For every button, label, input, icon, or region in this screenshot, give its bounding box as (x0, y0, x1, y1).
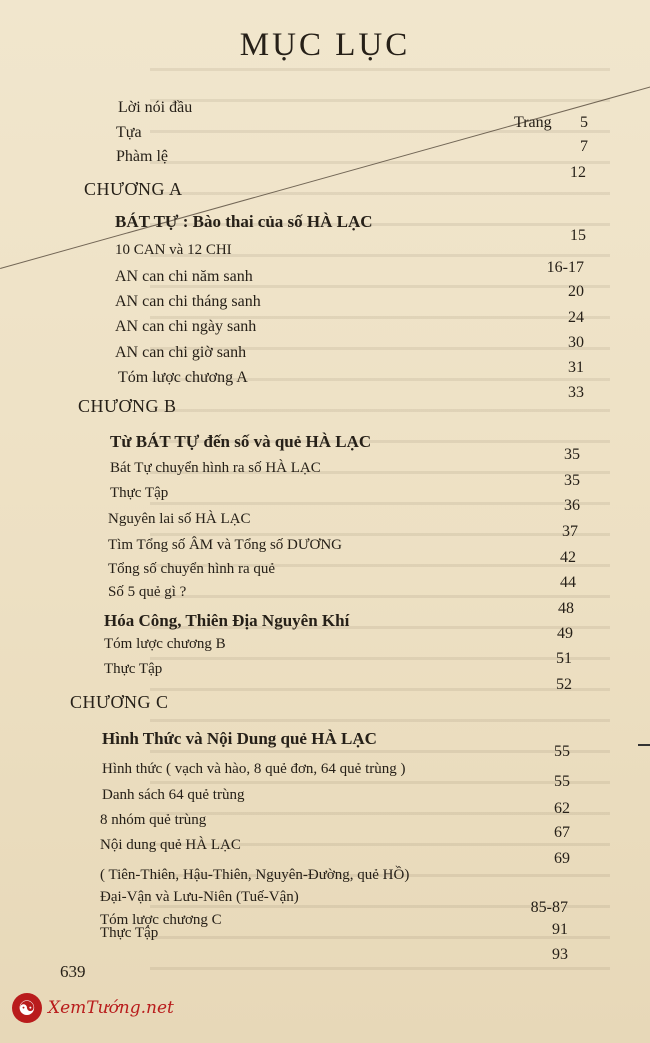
toc-page-number: 48 (558, 600, 574, 617)
chapter-heading: CHƯƠNG C (70, 692, 169, 712)
toc-page-number: 35 (564, 446, 580, 463)
toc-page-number: 55 (554, 743, 570, 760)
toc-page-number: 16-17 (546, 259, 584, 276)
toc-entry: Thực Tập (110, 485, 169, 501)
toc-entry: AN can chi giờ sanh (115, 344, 247, 361)
toc-entry: Nội dung quẻ HÀ LẠC (100, 837, 241, 853)
toc-entry: Thực Tập (104, 661, 163, 677)
watermark-text: XemTướng.net (48, 998, 174, 1018)
toc-entry: AN can chi tháng sanh (115, 293, 261, 310)
toc-section: Từ BÁT TỰ đến số và quẻ HÀ LẠC (110, 432, 372, 451)
toc-page-number: 55 (554, 773, 570, 790)
toc-entry: Tựa (116, 124, 142, 141)
toc-entry: ( Tiên-Thiên, Hậu-Thiên, Nguyên-Đường, quẻ HỒ) (100, 867, 410, 883)
toc-page-number: 49 (557, 625, 573, 642)
toc-page-number: 24 (568, 309, 584, 326)
yin-yang-icon: ☯ (12, 993, 42, 1023)
toc-page-number: 37 (562, 523, 578, 540)
toc-page-number: 91 (552, 921, 568, 938)
toc-page-number: 20 (568, 283, 584, 300)
toc-entry: Danh sách 64 quẻ trùng (102, 787, 245, 803)
toc-entry: AN can chi năm sanh (115, 268, 253, 285)
chapter-heading: CHƯƠNG B (78, 396, 177, 416)
toc-entry: Số 5 quẻ gì ? (108, 584, 187, 600)
toc-page-number: 30 (568, 334, 584, 351)
toc-page-number: 85-87 (530, 899, 568, 916)
toc-entry: Phàm lệ (116, 148, 168, 165)
toc-page-number: 42 (560, 549, 576, 566)
toc-entry: Nguyên lai số HÀ LẠC (108, 511, 251, 527)
toc-entry: Tóm lược chương B (104, 636, 226, 652)
toc-entry: Thực Tập (100, 925, 159, 941)
toc-page-number: 62 (554, 800, 570, 817)
margin-mark (638, 744, 650, 746)
toc-page-number: 51 (556, 650, 572, 667)
toc-entry: AN can chi ngày sanh (115, 318, 257, 335)
toc-page-number: 33 (568, 384, 584, 401)
toc-section: BÁT TỰ : Bào thai của số HÀ LẠC (115, 212, 373, 231)
toc-section: Hình Thức và Nội Dung quẻ HÀ LẠC (102, 729, 377, 748)
toc-entry: Đại-Vận và Lưu-Niên (Tuế-Vận) (100, 889, 299, 905)
watermark-logo (12, 993, 182, 1025)
toc-page-number: 12 (570, 164, 586, 181)
toc-entry: Hình thức ( vạch và hào, 8 quẻ đơn, 64 quẻ trùng ) (102, 761, 406, 777)
toc-page-number: 15 (570, 227, 586, 244)
toc-page-number: 5 (580, 114, 588, 131)
toc-entry: 10 CAN và 12 CHI (115, 242, 232, 258)
toc-section: Hóa Công, Thiên Địa Nguyên Khí (104, 611, 350, 630)
toc-entry: Tổng số chuyển hình ra quẻ (108, 561, 276, 577)
toc-entry: Tóm lược chương A (118, 369, 248, 386)
toc-page-number: 44 (560, 574, 576, 591)
toc-entry: Tìm Tổng số ÂM và Tổng số DƯƠNG (108, 537, 343, 553)
toc-page-number: 36 (564, 497, 580, 514)
page-folio-number: 639 (60, 962, 86, 981)
toc-entry: Bát Tự chuyển hình ra số HÀ LẠC (110, 460, 321, 476)
toc-entry: Lời nói đầu (118, 99, 193, 116)
toc-entry: 8 nhóm quẻ trùng (100, 812, 207, 828)
toc-page-number: 67 (554, 824, 570, 841)
toc-entry: Tóm lược chương C (100, 912, 222, 928)
toc-page-number: 31 (568, 359, 584, 376)
page-title: MỤC LỤC (239, 27, 411, 63)
toc-page-number: 7 (580, 138, 588, 155)
toc-page-number: 69 (554, 850, 570, 867)
toc-page-number: 93 (552, 946, 568, 963)
chapter-heading: CHƯƠNG A (84, 179, 183, 199)
toc-page-number: 35 (564, 472, 580, 489)
trang-label: Trang (514, 114, 552, 131)
toc-page-number: 52 (556, 676, 572, 693)
